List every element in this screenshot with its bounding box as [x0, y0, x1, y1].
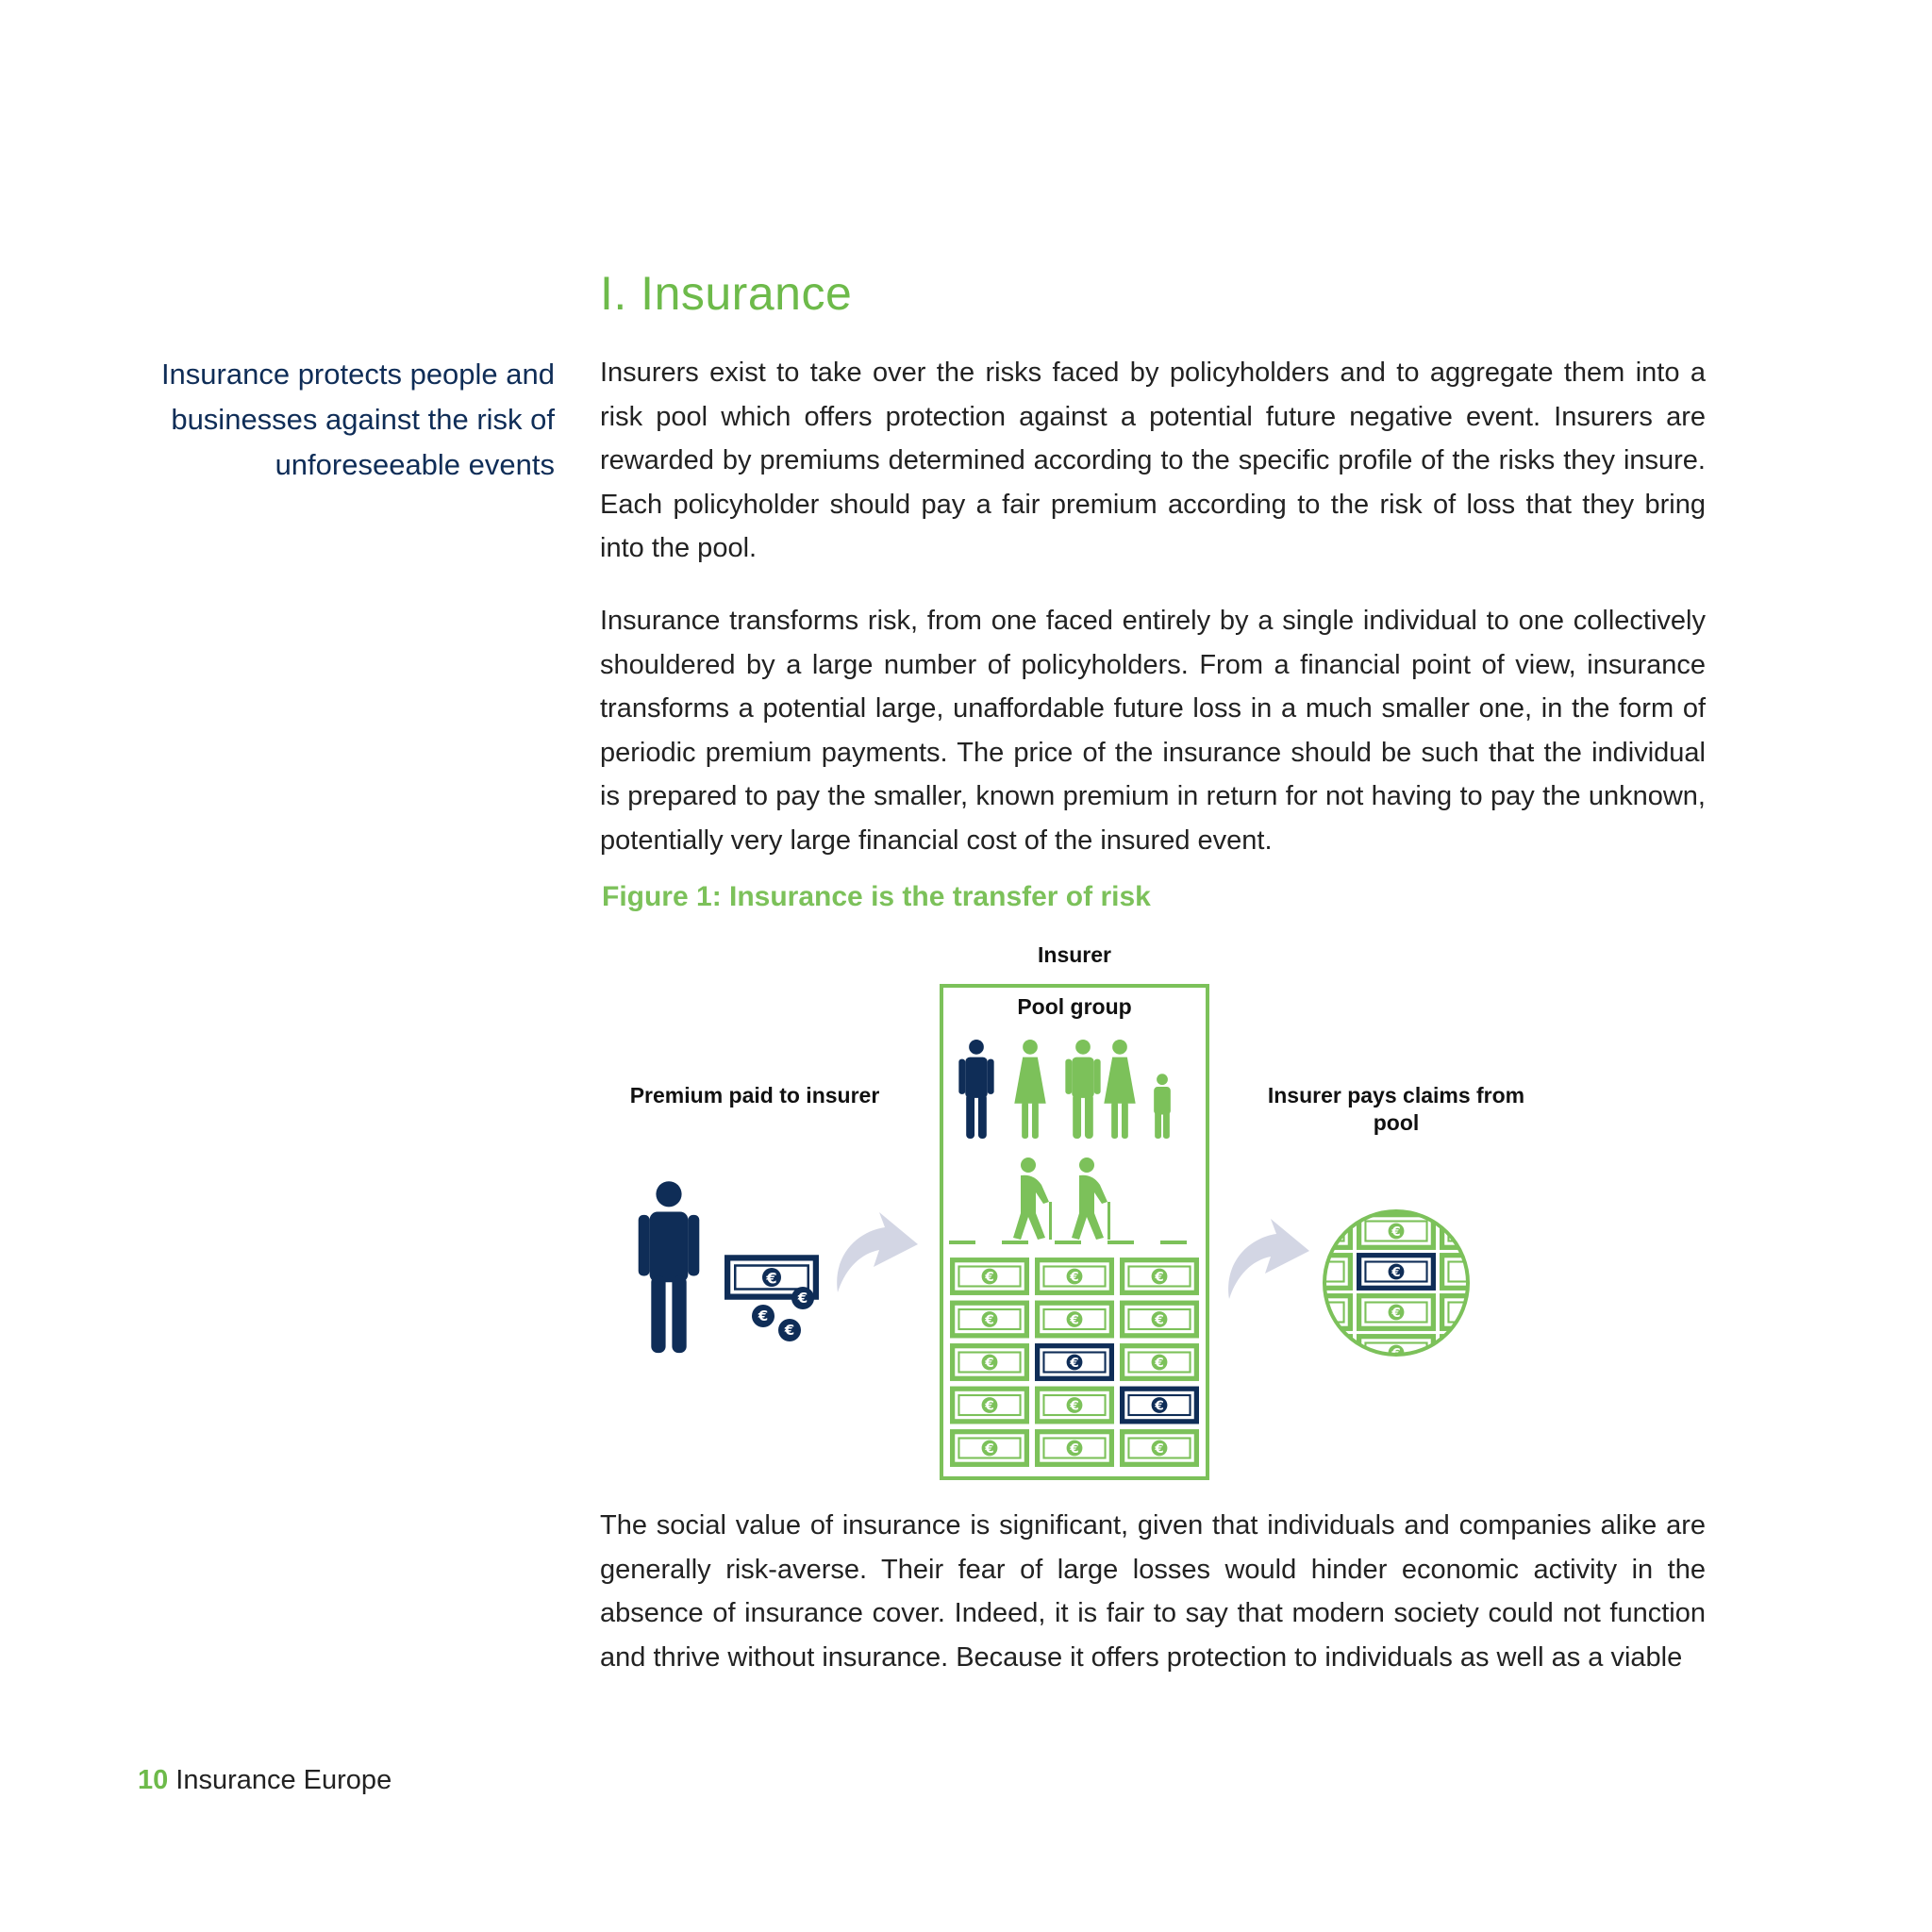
banknote-icon — [1359, 1215, 1434, 1248]
banknote-icon — [1359, 1296, 1434, 1329]
premium-label: Premium paid to insurer — [629, 1083, 880, 1108]
sidebar-pull-quote: Insurance protects people and businesses against the risk of unforeseeable events — [160, 358, 555, 481]
banknote-icon — [1525, 1256, 1600, 1289]
paragraph-1: Insurers exist to take over the risks faced by policyholders and to aggregate them into a risk pool which offers protection against a potential future negative event. Insurers are rewarded by premiums determined according to the specific profile of the risks they insure. Each policyholder should pay a fair premium according to the risk of loss that they bring into the pool. — [600, 358, 1706, 563]
paragraph-3: The social value of insurance is significant, given that individuals and companies alike are generally risk-averse. Their fear of large losses would hinder economic activity in the absence of insurance cover. Indeed, it is fair to say that modern society could not function and thrive without insurance. Because it offers protection to individuals as well as a viable — [600, 1510, 1706, 1673]
pool-group-label: Pool group — [1017, 994, 1132, 1019]
claims-pool-icon — [1276, 1211, 1600, 1369]
insurer-label: Insurer — [1038, 942, 1111, 967]
banknote-icon — [1123, 1389, 1197, 1422]
claims-label: Insurer pays claims from pool — [1267, 1083, 1525, 1135]
banknote-icon — [1525, 1337, 1600, 1370]
paragraph-2: Insurance transforms risk, from one faced entirely by a single individual to one collectively shouldered by a large number of policyholders. From a financial point of view, insurance transforms a potential large, unaffordable future loss in a much smaller one, in the form of periodic premium payments. The price of the insurance should be such that the individual is prepared to pay the smaller, known premium in return for not having to pay the unknown, potentially very large financial cost of the insured event. — [600, 606, 1706, 856]
banknote-icon — [1359, 1256, 1434, 1289]
risk-transfer-figure — [585, 929, 1604, 1495]
banknote-icon — [953, 1432, 1027, 1465]
banknote-icon — [1038, 1260, 1112, 1293]
banknote-icon — [1038, 1389, 1112, 1422]
transfer-arrow-icon — [837, 1212, 918, 1292]
banknote-icon — [1038, 1303, 1112, 1336]
banknote-icon — [953, 1389, 1027, 1422]
page-number: 10 — [138, 1765, 169, 1795]
banknote-icon — [1123, 1260, 1197, 1293]
banknote-icon — [1123, 1303, 1197, 1336]
banknote-icon — [1442, 1256, 1517, 1289]
claims-arrow-icon — [1228, 1219, 1309, 1299]
banknote-icon — [1038, 1432, 1112, 1465]
banknote-icon — [1525, 1215, 1600, 1248]
banknote-icon — [1038, 1346, 1112, 1379]
figure-caption: Figure 1: Insurance is the transfer of risk — [602, 881, 1151, 912]
banknote-icon — [1276, 1337, 1351, 1370]
banknote-icon — [1123, 1432, 1197, 1465]
banknote-icon — [1525, 1296, 1600, 1329]
banknote-icon — [953, 1346, 1027, 1379]
publisher-name: Insurance Europe — [175, 1765, 392, 1795]
banknote-icon — [1442, 1337, 1517, 1370]
banknote-icon — [953, 1303, 1027, 1336]
page-footer — [138, 1765, 391, 1796]
pool-notes-grid — [953, 1260, 1197, 1465]
section-heading: I. Insurance — [600, 267, 853, 320]
banknote-icon — [1123, 1346, 1197, 1379]
banknote-icon — [953, 1260, 1027, 1293]
policyholder-person-icon — [639, 1181, 700, 1353]
